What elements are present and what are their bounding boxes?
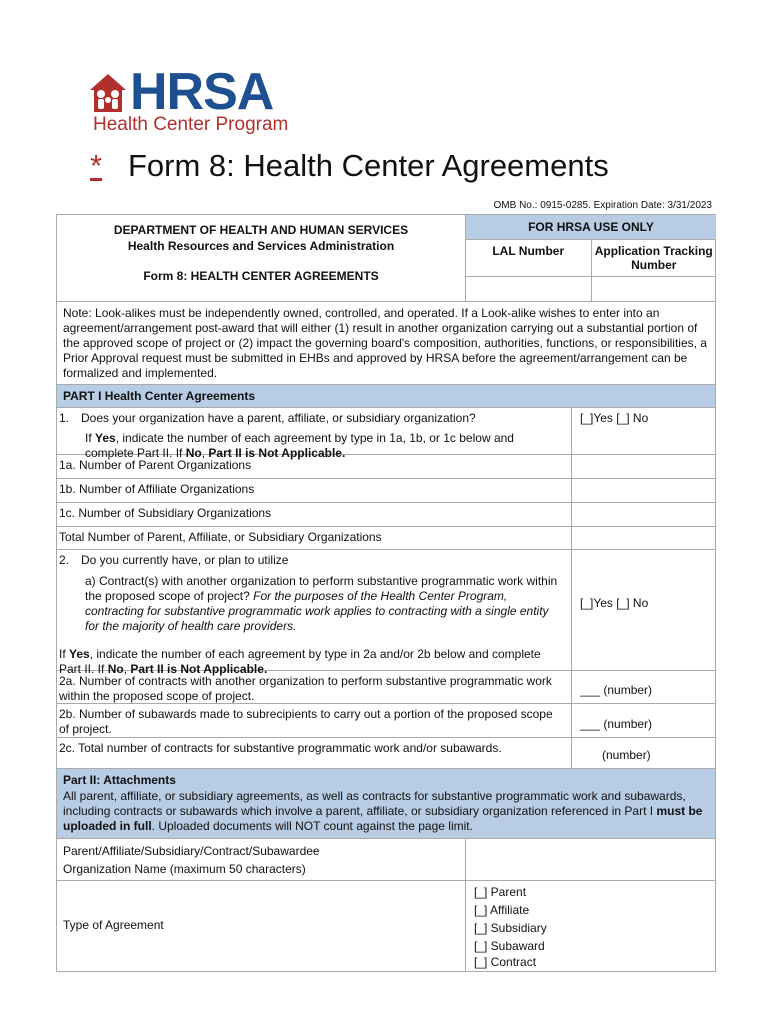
form-name: Form 8: HEALTH CENTER AGREEMENTS [143,269,379,283]
option-contract[interactable]: [_] Contract [474,955,537,969]
app-tracking-field[interactable] [591,277,717,301]
q1c-row [57,503,715,527]
lal-number-label: LAL Number [492,244,565,258]
part2-heading: Part II: Attachments [57,769,715,789]
agreement-type-options [465,881,715,971]
q1b-field[interactable] [571,479,715,502]
q2a-field[interactable]: ___ (number) [571,671,715,703]
part2-instructions: All parent, affiliate, or subsidiary agreements, as well as contracts for substantive programmatic work and subawards, including contracts or subawards which involve a parent, affiliate, or subsidiary organization referenced in Part I must be uploaded in full. Uploaded documents will NOT count against the page limit. [57,789,715,839]
required-star: * [90,148,103,183]
header-agency-block [57,215,465,301]
q1-number: 1. [59,411,70,425]
q1a-field[interactable] [571,455,715,478]
agreement-type-row [57,881,715,972]
q2b-row [57,704,715,738]
q2a-question: a) Contract(s) with another organization to perform substantive programmatic work within the proposed scope of project? For the purposes of the Health Center Program, contracting for substantive programmatic work applies to contracting with a single entity for the majority of health care providers. [85,574,558,633]
q1c-label: 1c. Number of Subsidiary Organizations [59,506,272,520]
type-of-agreement-label: Type of Agreement [63,918,164,932]
q1b-row [57,479,715,503]
option-subaward[interactable]: [_] Subaward [474,939,545,953]
q2-yes-no[interactable]: [_]Yes [_] No [571,550,715,670]
option-parent[interactable]: [_] Parent [474,885,527,899]
logo-subtitle: Health Center Program [93,114,289,135]
q1-yes-no[interactable]: [_]Yes [_] No [571,408,715,454]
org-name-field[interactable] [465,839,715,880]
look-alike-note: Note: Look-alikes must be independently owned, controlled, and operated. If a Look-alike wishes to enter into an agreement/arrangement post-award that will either (1) result in another organization carrying out a substantial portion of the approved scope of project or (2) impact the governing board's composition, authorities, functions, or responsibilities, a Prior Approval request must be submitted in EHBs and approved by HRSA before the agreement/arrangement can be formalized and implemented. [57,302,715,385]
q2c-field[interactable]: (number) [571,738,715,768]
q2a-label: 2a. Number of contracts with another organization to perform substantive programmatic work within the proposed scope of project. [59,674,552,703]
q2c-row [57,738,715,769]
hrsa-logo [88,63,328,138]
total-label: Total Number of Parent, Affiliate, or Subsidiary Organizations [59,530,382,544]
q1b-label: 1b. Number of Affiliate Organizations [59,482,255,496]
logo-wordmark: HRSA [130,63,274,121]
total-row [57,527,715,550]
total-field[interactable] [571,527,715,549]
q2-instruction: If Yes, indicate the number of each agreement by type in 2a and/or 2b below and complete Part II. If No, Part II is Not Applicable. [59,647,541,676]
dept-name: DEPARTMENT OF HEALTH AND HUMAN SERVICES [113,223,409,237]
q1a-label: 1a. Number of Parent Organizations [59,458,252,472]
q1c-field[interactable] [571,503,715,526]
app-tracking-label: Application Tracking Number [591,240,717,276]
q2-number: 2. [59,553,70,567]
use-only-heading: FOR HRSA USE ONLY [466,215,716,240]
question-2-row [57,550,715,676]
q2a-row [57,671,715,704]
q1-instruction: If Yes, indicate the number of each agreement by type in 1a, 1b, or 1c below and complete Part II. If No, Part II is Not Applicable. [85,431,514,460]
form-table [56,214,716,972]
org-name-row [57,839,715,881]
org-name-label: Parent/Affiliate/Subsidiary/Contract/Subawardee Organization Name (maximum 50 characters) [63,844,320,876]
q1-text: Does your organization have a parent, affiliate, or subsidiary organization? [81,411,476,425]
family-house-icon [88,72,128,116]
q2b-label: 2b. Number of subawards made to subrecipients to carry out a portion of the proposed scope of project. [59,707,553,736]
agency-name: Health Resources and Services Administration [127,239,395,253]
q2c-label: 2c. Total number of contracts for substantive programmatic work and/or subawards. [59,741,502,755]
omb-number: OMB No.: 0915-0285. Expiration Date: 3/31/2023 [493,200,712,211]
form-header [57,214,715,302]
lal-number-field[interactable] [466,277,591,301]
title-text: Form 8: Health Center Agreements [128,148,609,183]
question-1-row [57,408,715,460]
option-subsidiary[interactable]: [_] Subsidiary [474,921,547,935]
page-title [90,148,609,184]
hrsa-use-only-block [465,215,716,301]
option-affiliate[interactable]: [_] Affiliate [474,903,530,917]
q2b-field[interactable]: ___ (number) [571,704,715,737]
part1-heading: PART I Health Center Agreements [57,385,715,408]
q1a-row [57,455,715,479]
q2-text: Do you currently have, or plan to utilize [81,553,289,567]
